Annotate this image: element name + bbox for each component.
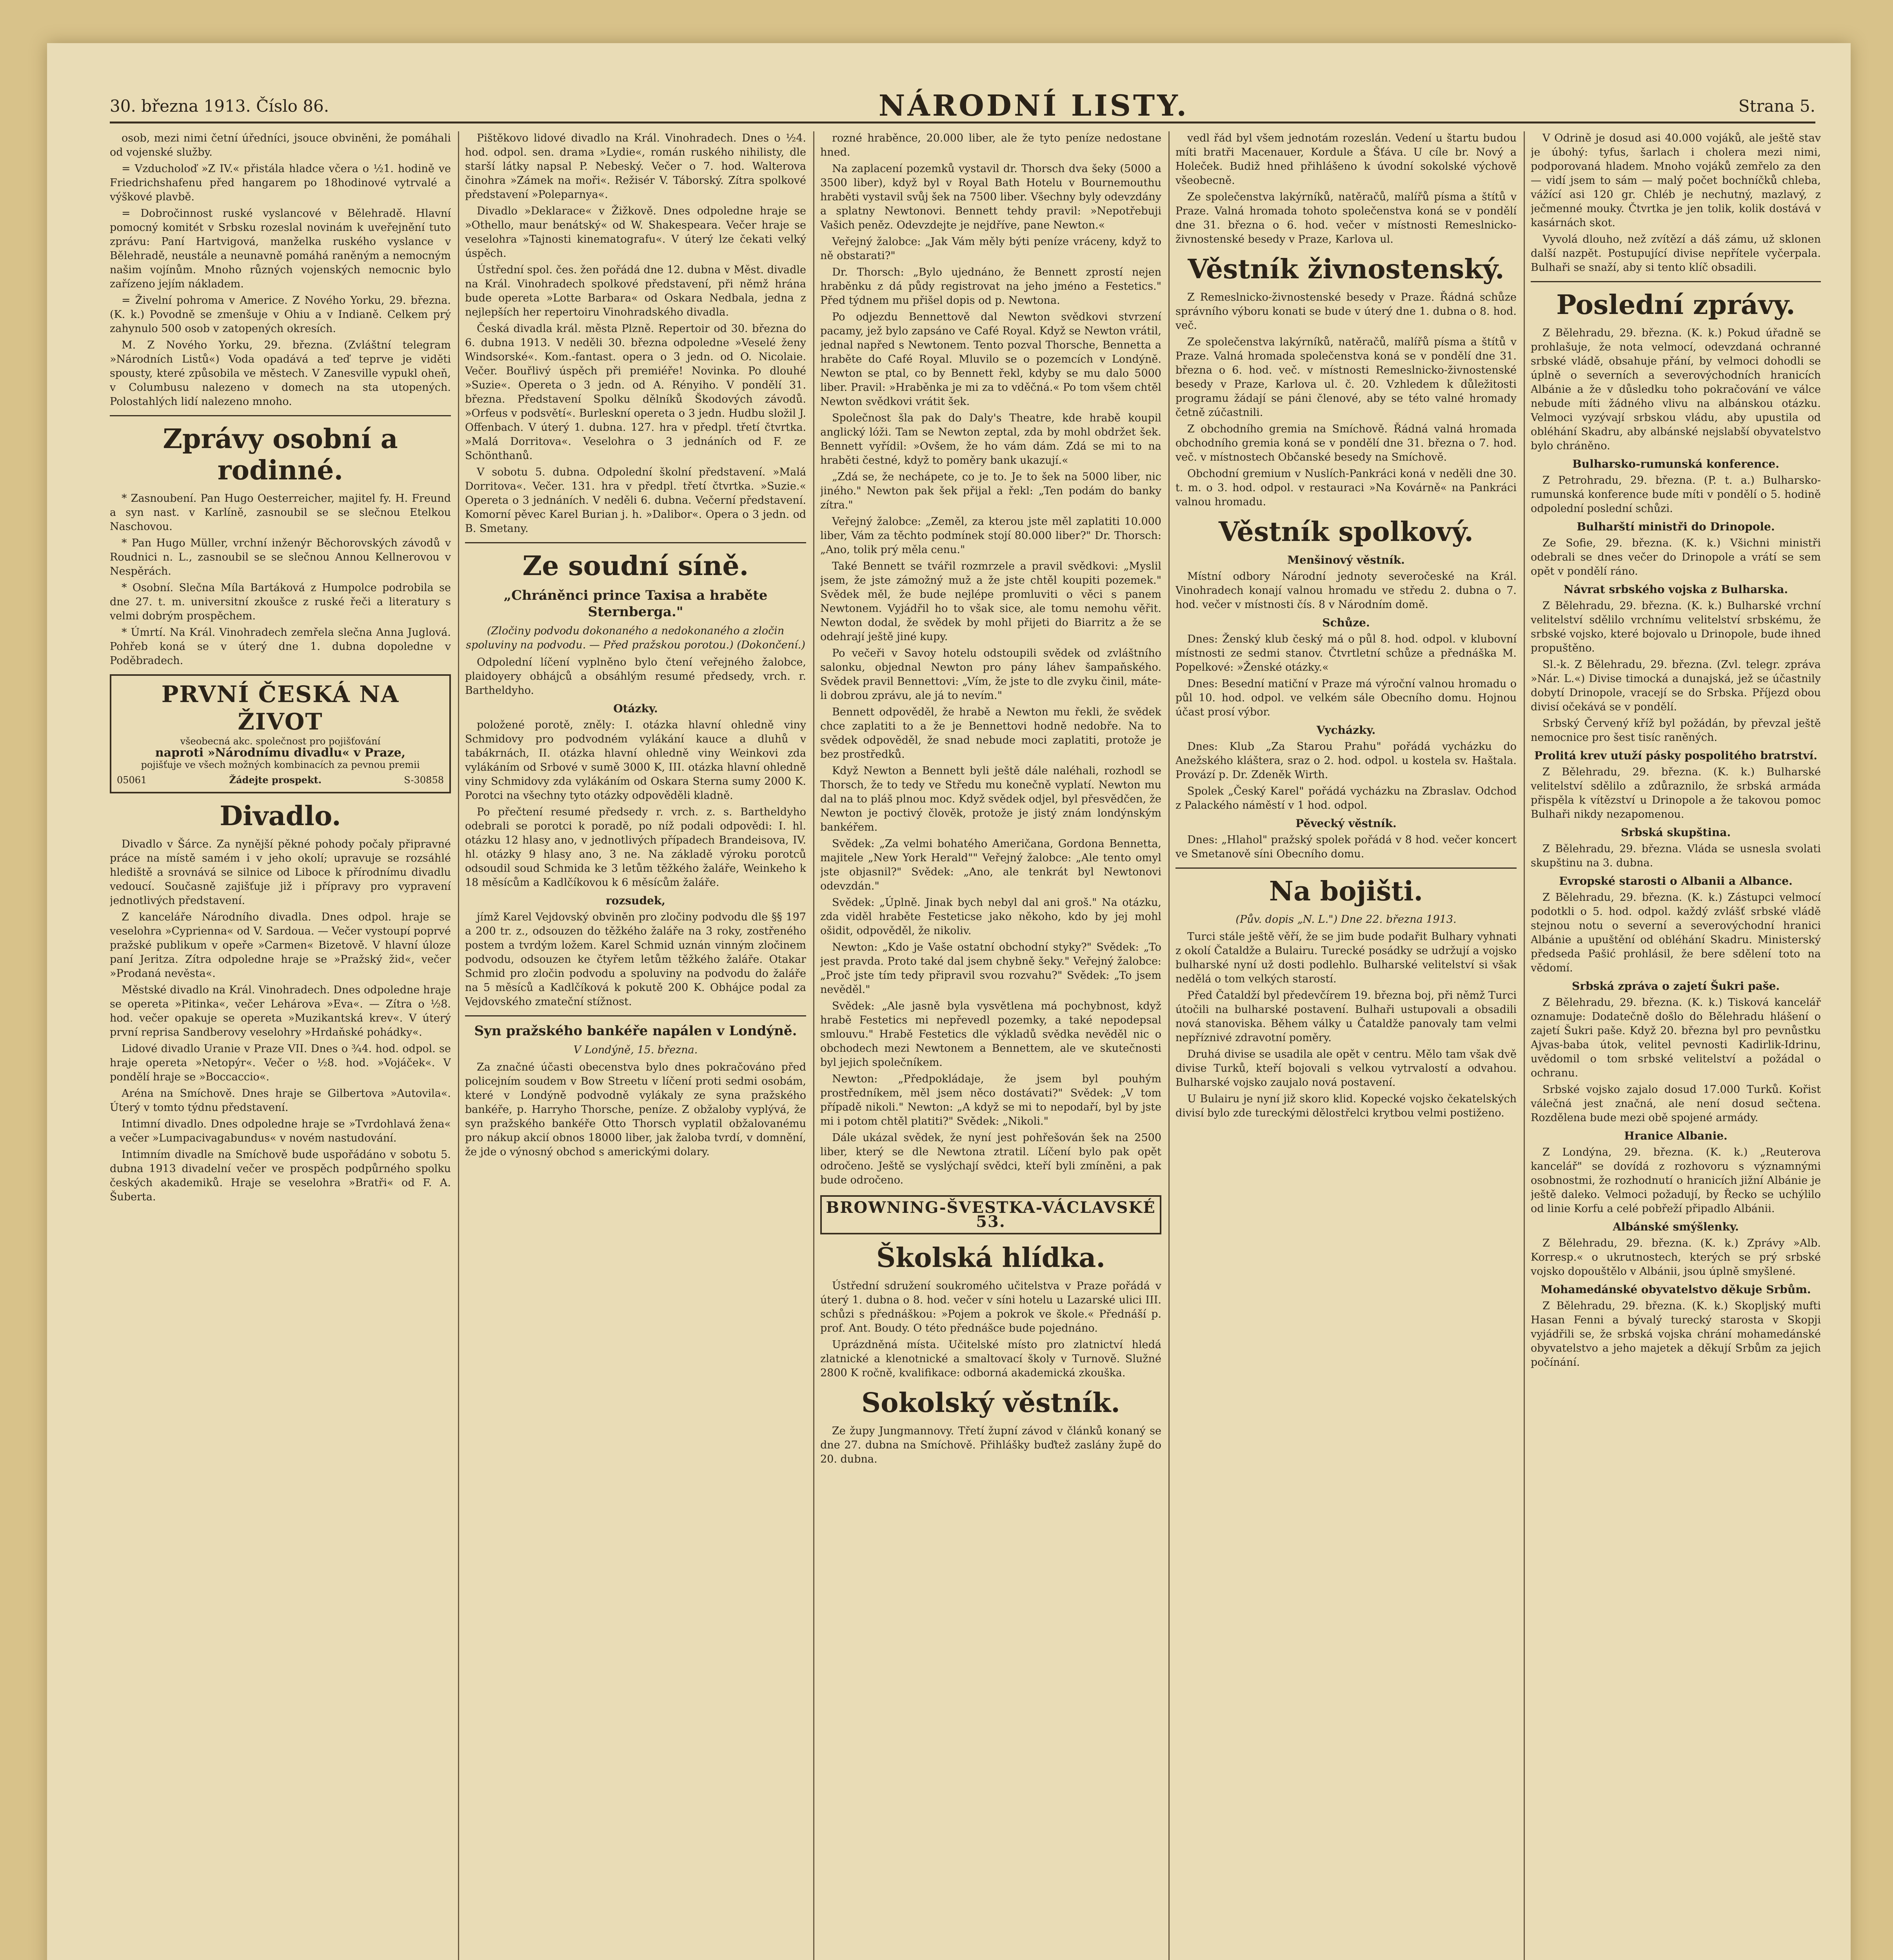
news-item: * Osobní. Slečna Míla Bartáková z Humpolce podrobila se dne 27. t. m. universitní zkoušce z ruské řeči a literatury s velmi dobrým prospěchem. xyxy=(110,582,451,622)
news-item: Ústřední sdružení soukromého učitelstva v Praze pořádá v úterý 1. dubna o 8. hod. večer v síni hotelu u Lazarské ulici III. schůzi s přednáškou: »Pojem a pokrok ve škole.« Přednáší p. prof. Ant. Boudy. O této přednášce bude pojednáno. xyxy=(820,1280,1161,1334)
masthead xyxy=(110,90,1815,123)
news-item: Z obchodního gremia na Smíchově. Řádná valná hromada obchodního gremia koná se v pondělí dne 31. března o 7. hod. več. v místnostech Občanské besedy na Smíchově. xyxy=(1175,423,1517,463)
article-text: Také Bennett se tvářil rozmrzele a pravil svědkovi: „Myslil jsem, že jste zámožný muž a že jste chtěl koupiti pozemek." Svědek měl, že bude nejlépe promluviti o věci s panem Newtonem. Vyjádřil ho to však sice, ale tomu nemohu věřit. Newton dodal, že svědek by mohl přijeti do Biarritz a že se odehrají ještě jiné kupy. xyxy=(820,560,1161,643)
column-3 xyxy=(820,131,1161,1960)
ad-description: pojišťuje ve všech možných kombinacích za pevnou premii xyxy=(141,759,420,770)
subheading-questions: Otázky. xyxy=(613,702,658,715)
subheading-meetings: Schůze. xyxy=(1322,616,1370,629)
news-item: Z Bělehradu, 29. března. (K. k.) Pokud úřadně se prohlašuje, že nota velmocí, odevzdaná ochranné srbské vládě, obsahuje přání, by velmoci dohodli se úplně o severních a severovýchodních hranicích Albánie a že v důsledku toho pokračování ve válce nebude míti žádného vlivu na albánskou otázku. Velmoci vyzývají srbskou vládu, aby upustila od obléhání Skadru, aby albánské nejslabší obyvatelstvo bylo chráněno. xyxy=(1531,327,1821,452)
article-text: jímž Karel Vejdovský obviněn pro zločiny podvodu dle §§ 197 a 200 tr. z., odsouzen do těžkého žaláře na 3 roky, zostřeného postem a tvrdým ložem. Karel Schmid uznán vinným zločinem podvodu, odsouzen ke čtyřem letům těžkého žaláře. Otakar Schmid pro zločin podvodu a spoluviny na podvodu do žaláře na 5 měsíců a Kadlčíková k pokutě 200 K. Obhájce podal za Vejdovského zmateční stížnost. xyxy=(465,911,806,1008)
subheading-skupstina: Srbská skupština. xyxy=(1620,826,1731,839)
article-text: Bennett odpověděl, že hrabě a Newton mu řekli, že svědek chce zaplatiti to a že je Bennettovi hodně nedobře. Na to svědek odpověděl, že snad nebude moci zaplatiti, protože je bez prostředků. xyxy=(820,706,1161,760)
column-1 xyxy=(110,131,451,1960)
section-heading-personal: Zprávy osobní a rodinné. xyxy=(163,423,398,486)
column-4 xyxy=(1175,131,1517,1960)
section-heading-latest-news: Poslední zprávy. xyxy=(1556,289,1795,321)
subheading-rumanian-conference: Bulharsko-rumunská konference. xyxy=(1572,457,1779,470)
article-text: Vyvolá dlouho, než zvítězí a dáš zámu, už sklonen další nazpět. Postupující divise nepřítele vyčerpala. Bulhaři se snaží, aby si tento klíč obsadili. xyxy=(1531,233,1821,274)
section-heading-clubs: Věstník spolkový. xyxy=(1219,516,1473,548)
section-heading-war: Na bojišti. xyxy=(1269,876,1423,907)
news-item: Ze župy Jungmannovy. Třetí župní závod v článků konaný se dne 27. dubna na Smíchově. Přihlášky buďtež zaslány župě do 20. dubna. xyxy=(820,1425,1161,1465)
news-item: Dnes: Besední matiční v Praze má výroční valnou hromadu o půl 10. hod. odpol. ve velkém sále Obecního domu. Hojnou účast prosí výbor. xyxy=(1175,678,1517,718)
section-heading-court: Ze soudní síně. xyxy=(522,550,749,582)
divider xyxy=(1531,281,1821,282)
column-rule xyxy=(1168,131,1170,1960)
article-text: položené porotě, zněly: I. otázka hlavní ohledně viny Schmidovy pro podvodném vylákání kauce a dluhů v tabákrnách, II. otázka hlavní ohledně viny Weinkovi zda vylákáním od Srbové v sumě 3000 K, III. otázka hlavní ohledně viny Schmidovy zda vylákáním od Oskara Sterna sumy 2000 K. Porotci na všechny tyto otázky odpověděli kladně. xyxy=(465,719,806,802)
news-item: Intimním divadle na Smíchově bude uspořádáno v sobotu 5. dubna 1913 divadelní večer ve prospěch podpůrného spolku českých akademiků. Hraje se veselohra »Bratři« od F. A. Šuberta. xyxy=(110,1149,451,1203)
subheading-trips: Vycházky. xyxy=(1316,724,1376,737)
divider xyxy=(1175,867,1517,869)
column-rule xyxy=(1524,131,1525,1960)
news-item: Z Bělehradu, 29. března. (K. k.) Zprávy »Alb. Korresp.« o ukrutnostech, kterých se prý srbské vojsko dopouštělo v Albánii, jsou úplně smyšlené. xyxy=(1531,1237,1821,1278)
article-text: Před Čataldží byl předevčírem 19. března boj, při němž Turci útočili na bulharské postavení. Bulhaři ustupovali a obsadili nová stanoviska. Během války u Čataldže panovaly tam velmi nepříznivé zdravotní poměry. xyxy=(1175,989,1517,1044)
article-text: rozné hraběnce, 20.000 liber, ale že tyto peníze nedostane hned. xyxy=(820,132,1161,158)
divider xyxy=(465,1015,806,1016)
article-text: Svědek: „Úplně. Jinak bych nebyl dal ani groš." Na otázku, zda viděl hraběte Festeticse jako někoho, kdo by jej mohl ošidit, odpověděl, že nikoliv. xyxy=(820,897,1161,937)
newspaper-page xyxy=(47,43,1851,1960)
ad-subheadline: všeobecná akc. společnost pro pojišťování xyxy=(180,736,381,747)
article-text: Turci stále ještě věří, že se jim bude podařit Bulhary vyhnati z okolí Čataldže a Bulairu. Turecké posádky se udržují a vojsko bulharské nyní už dosti podlehlo. Bulharské velitelství si však nedělá o tom velkých starostí. xyxy=(1175,931,1517,985)
article-text: V Odrině je dosud asi 40.000 vojáků, ale ještě stav je úbohý: tyfus, šarlach i cholera mezi nimi, podporovaná hladem. Mnoho vojáků zemřelo za den — vidí jsem to sám — malý počet bochníčků chleba, vážící asi 120 gr. Chléb je nechutný, mazlavý, z ječmenné mouky. Čtvrtka je jen tolik, kolik dostává v kasárnách skot. xyxy=(1531,132,1821,229)
section-heading-trade: Věstník živnostenský. xyxy=(1188,254,1504,285)
article-dateline: (Pův. dopis „N. L.") Dne 22. března 1913. xyxy=(1235,913,1457,926)
news-item: Sl.-k. Z Bělehradu, 29. března. (Zvl. telegr. zpráva »Nár. L.«) Divise timocká a dunajská, jež se účastnily dobytí Drinopole, vracejí se do Srbska. Příjezd obou divisí očekává se v pondělí. xyxy=(1531,659,1821,713)
article-text: Dr. Thorsch: „Bylo ujednáno, že Bennett zprostí nejen hraběnku z dá půdy registrovat na jeho jméno a Festetics." Před týdnem mu přišel dopis od p. Newtona. xyxy=(820,266,1161,307)
news-item: Srbský Červený kříž byl požádán, by převzal ještě nemocnice pro šest tisíc raněných. xyxy=(1531,717,1821,744)
article-text: Na zaplacení pozemků vystavil dr. Thorsch dva šeky (5000 a 3500 liber), když byl v Royal Bath Hotelu v Bournemouthu hraběti vystavil svůj šek na 7500 liber. Všechny byly odevzdány a splatny Newtonovi. Bennett tehdy pravil: »Nepotřebuji Vašich peněz. Odevzdejte je nejdříve, pane Newton.« xyxy=(820,163,1161,231)
subheading-singers: Pěvecký věstník. xyxy=(1295,817,1397,830)
news-item: Srbské vojsko zajalo dosud 17.000 Turků. Kořist válečná jest značná, ale není dosud sečtena. Rozdělena bude mezi obě spojené armády. xyxy=(1531,1083,1821,1124)
news-item: Česká divadla král. města Plzně. Repertoir od 30. března do 6. dubna 1913. V neděli 30. března odpoledne »Veselé ženy Windsorské«. Kom.-fantast. opera o 3 jedn. od O. Nicolaie. Večer. Bouřlivý úspěch při premiéře! Novinka. Po dlouhé »Suzie«. Opereta o 3 jedn. od A. Rényiho. V pondělí 31. března. Představení Spolku dělníků Škodových závodů. »Orfeus v podsvětí«. Burleskní opereta o 3 jedn. Hudbu složil J. Offenbach. V úterý 1. dubna. 127. hra v předpl. třetí čtvrtka. »Malá Dorritova«. Veselohra o 3 jednáních od F. ze Schönthanů. xyxy=(465,323,806,462)
news-item: = Vzducholoď »Z IV.« přistála hladce včera o ½1. hodině ve Friedrichshafenu před hangarem po 18hodinové vytrvalé a výškové plavbě. xyxy=(110,163,451,203)
divider xyxy=(110,415,451,416)
article-text: Když Newton a Bennett byli ještě dále naléhali, rozhodl se Thorsch, že to tedy ve Středu mu konečně vyplatí. Newton mu dal na to pláš plnou moc. Když svědek odjel, byl přesvědčen, že Newton je poctivý člověk, protože je jistý znám londýnským bankéřem. xyxy=(820,765,1161,833)
news-item: * Úmrtí. Na Král. Vinohradech zemřela slečna Anna Juglová. Pohřeb koná se v úterý dne 1. dubna dopoledne v Poděbradech. xyxy=(110,626,451,667)
news-item: Dnes: Ženský klub český má o půl 8. hod. odpol. v klubovní místnosti ze sedmi stanov. Čtvrtletní schůze a přednáška M. Popelkové: »Ženské otázky.« xyxy=(1175,633,1517,673)
subheading-return: Návrat srbského vojska z Bulharska. xyxy=(1563,583,1788,596)
news-item: Obchodní gremium v Nuslích-Pankráci koná v neděli dne 30. t. m. o 3. hod. odpol. v restauraci »Na Kovárně« na Pankráci valnou hromadu. xyxy=(1175,468,1517,508)
news-item: M. Z Nového Yorku, 29. března. (Zvláštní telegram »Národních Listů«) Voda opadává a teď teprve je viděti spousty, které způsobila ve městech. V Zanesville vypukl oheň, v Columbusu nalezeno v domech na sta utopených. Polostahlých lidí nalezeno mnoho. xyxy=(110,339,451,408)
subheading-minority: Menšinový věstník. xyxy=(1287,554,1405,566)
ad-code-left: 05061 xyxy=(117,775,147,786)
article-headline-son: Syn pražského bankéře napálen v Londýně. xyxy=(474,1023,797,1039)
subheading-sympathy: Albánské smýšlenky. xyxy=(1613,1220,1739,1233)
article-text: Newton: „Předpokládaje, že jsem byl pouhým prostředníkem, měl jsem něco dostávati?" Svědek: „V tom případě nikoli." Newton: „A když se mi to nepodaří, byl by jste mi i potom chtěl platiti?" Svědek: „Nikoli." xyxy=(820,1073,1161,1127)
news-item: Aréna na Smíchově. Dnes hraje se Gilbertova »Autovila«. Úterý v tomto týdnu představení. xyxy=(110,1087,451,1114)
subheading-borders: Hranice Albanie. xyxy=(1624,1129,1728,1142)
article-text: Veřejný žalobce: „Jak Vám měly býti peníze vráceny, když to ně obstarati?" xyxy=(820,236,1161,262)
column-2 xyxy=(465,131,806,1960)
news-item: Dnes: „Hlahol" pražský spolek pořádá v 8 hod. večer koncert ve Smetanově síni Obecního domu. xyxy=(1175,834,1517,860)
ad-footer xyxy=(117,773,444,787)
news-item: Ústřední spol. čes. žen pořádá dne 12. dubna v Měst. divadle na Král. Vinohradech spolkové představení, při němž hrána bude opereta »Lotte Barbara« od Oskara Nedbala, jedna z nejlepších her repertoiru Vinohradského divadla. xyxy=(465,264,806,318)
insurance-advertisement xyxy=(110,674,451,793)
divider xyxy=(465,542,806,543)
section-heading-theatre: Divadlo. xyxy=(220,800,341,832)
column-rule xyxy=(458,131,459,1960)
news-item: Z Bělehradu, 29. března. (K. k.) Bulharské vrchní velitelství sdělilo vrchnímu velitelství srbskému, že srbské vojsko, které bojovalo u Drinopole, bude ihned propuštěno. xyxy=(1531,600,1821,654)
news-item: Z Bělehradu, 29. března. (K. k.) Bulharské velitelství sdělilo a zdůraznilo, že srbská armáda přispěla k vítězství u Drinopole a že takovou pomoc Bulhaři nikdy nezapomenou. xyxy=(1531,766,1821,820)
ad-cta: Žádejte prospekt. xyxy=(229,774,322,786)
article-headline-case: „Chráněnci prince Taxisa a hraběte Sternberga." xyxy=(503,588,768,620)
news-item: Dnes: Klub „Za Starou Prahu" pořádá vycházku do Anežského kláštera, sraz o 2. hod. odpol. u kostela sv. Haštala. Provází p. Dr. Zdeněk Wirth. xyxy=(1175,740,1517,781)
news-item: Intimní divadlo. Dnes odpoledne hraje se »Tvrdohlavá žena« a večer »Lumpacivagabundus« v novém nastudování. xyxy=(110,1118,451,1144)
page-number: Strana 5. xyxy=(1738,96,1815,116)
news-item: Z kanceláře Národního divadla. Dnes odpol. hraje se veselohra »Cyprienna« od V. Sardoua. — Večer vystoupí poprvé pražské publikum v opeře »Carmen« Bizetově. V hlavní úloze paní Jeritza. Zítra odpoledne hraje se »Pražský žid«, večer »Prodaná nevěsta«. xyxy=(110,911,451,980)
news-item: Uprázdněná místa. Učitelské místo pro zlatnictví hledá zlatnické a klenotnické a smaltovací školy v Turnově. Služné 2800 K ročně, kvalifikace: odborná akademická zkouška. xyxy=(820,1339,1161,1379)
ad-code-right: S-30858 xyxy=(404,775,444,786)
section-heading-sokol: Sokolský věstník. xyxy=(861,1387,1120,1419)
news-item: Z Remeslnicko-živnostenské besedy v Praze. Řádná schůze správního výboru konati se bude v úterý dne 1. dubna o 8. hod. več. xyxy=(1175,291,1517,332)
news-item: * Zasnoubení. Pan Hugo Oesterreicher, majitel fy. H. Freund a syn nast. v Karlíně, zasnoubil se se slečnou Etelkou Naschovou. xyxy=(110,492,451,533)
article-text: Svědek: „Za velmi bohatého Američana, Gordona Bennetta, majitele „New York Herald"" Veřejný žalobce: „Ale tento omyl jste objasnil?" Svědek: „Ano, ale tenkrát byl Newtonovi odevzdán." xyxy=(820,838,1161,892)
news-item: Z Bělehradu, 29. března. Vláda se usnesla svolati skupštinu na 3. dubna. xyxy=(1531,843,1821,869)
article-text: Newton: „Kdo je Vaše ostatní obchodní styky?" Svědek: „To jest pravda. Proto také dal jsem chybně šeky." Veřejný žalobce: „Proč jste tím tedy připravil svou rozvahu?" Svědek: „To jsem nevěděl." xyxy=(820,941,1161,996)
ad-address: naproti »Národnímu divadlu« v Praze, xyxy=(155,746,406,760)
subheading-blood: Prolitá krev utuží pásky pospolitého bratrství. xyxy=(1534,749,1817,762)
news-item: = Dobročinnost ruské vyslancové v Bělehradě. Hlavní pomocný komitét v Srbsku rozeslal novinám k uveřejnění tuto zprávu: Paní Hartvigová, manželka ruského vyslance v Bělehradě, neustále a neunavně pomáhá raněným a nemocným našim vojínům. Mnoho různých vojenských nemocnic bylo zařízeno jejím nákladem. xyxy=(110,207,451,290)
news-item: Místní odbory Národní jednoty severočeské na Král. Vinohradech konají valnou hromadu ve středu 2. dubna o 7. hod. večer v místnosti čís. 8 v Národním domě. xyxy=(1175,570,1517,611)
article-text: Svědek: „Ale jasně byla vysvětlena má pochybnost, když hrabě Festetics mi nepřevedl pozemky, a také nepodepsal smlouvu." Hrabě Festetics dle výkladů svědka nevěděl nic o obchodech mezi Newtonem a Bennettem, ale ve skutečnosti byl jejich společníkem. xyxy=(820,1000,1161,1069)
article-text: Po večeři v Savoy hotelu odstoupili svědek od zvláštního salonku, objednal Newton pro pány láhev šampaňského. Svědek pravil Bennettovi: „Vím, že jste to dle zvyku činil, máte-li dobrou zprávu, ale já to nevím." xyxy=(820,647,1161,702)
news-item: Divadlo »Deklarace« v Žižkově. Dnes odpoledne hraje se »Othello, maur benátský« od W. Shakespeara. Večer hraje se veselohra »Tajnosti kinematografu«. V úterý lze čekati velký úspěch. xyxy=(465,205,806,260)
newspaper-title: NÁRODNÍ LISTY. xyxy=(878,89,1189,123)
section-heading-school: Školská hlídka. xyxy=(876,1242,1106,1274)
article-text: U Bulairu je nyní již skoro klid. Kopecké vojsko čekatelských divisí bylo zde tureckými dělostřelci krytbou velmi postiženo. xyxy=(1175,1093,1517,1119)
article-text: Odpolední líčení vyplněno bylo čtení veřejného žalobce, plaidoyery obhájců a obsáhlým resumé předsedy, vrch. r. Bartheldyho. xyxy=(465,656,806,697)
news-item: Z Bělehradu, 29. března. (K. k.) Zástupci velmocí podotkli o 5. hod. odpol. každý zvlášť srbské vládě stejnou notu o severní a severovýchodní hranici Albánie a upuštění od obléhání Skadru. Ministerský předseda Pašić prohlásil, že bere sdělení toto na vědomí. xyxy=(1531,891,1821,974)
news-item: Z Bělehradu, 29. března. (K. k.) Skopljský mufti Hasan Fenni a bývalý turecký starosta v Skopji vyjádřili se, že srbská vojska chrání mohamedánské obyvatelstvo a jeho majetek a děkují Srbům za jejich počínání. xyxy=(1531,1300,1821,1368)
news-item: Lidové divadlo Uranie v Praze VII. Dnes o ¾4. hod. odpol. se hraje opereta »Netopýr«. Večer o ½8. hod. »Vojáček«. V pondělí hraje se »Boccaccio«. xyxy=(110,1043,451,1083)
news-item: Ze společenstva lakýrníků, natěračů, malířů písma a štítů v Praze. Valná hromada tohoto společenstva koná se v pondělí dne 31. března o 6. hod. večer v místnosti Remeslnicko-živnostenské besedy v Praze, Karlova ul. xyxy=(1175,191,1517,245)
browning-advertisement: BROWNING-ŠVESTKA-VÁCLAVSKÉ 53. xyxy=(820,1195,1161,1234)
article-text: Po přečtení resumé předsedy r. vrch. z. s. Bartheldyho odebrali se porotci k poradě, po níž podali odpovědi: I. hl. otázku 12 hlasy ano, v jednotlivých případech Brandeisova, IV. hl. otázky 9 hlasy ano, 3 ne. Na základě výroku porotců odsoudil soud Schmida ke 3 letům těžkého žaláře, Weinkeho k 18 měsícům a Kadlčíkovou k 6 měsícům žaláře. xyxy=(465,806,806,889)
news-item: Městské divadlo na Král. Vinohradech. Dnes odpoledne hraje se opereta »Pitinka«, večer Lehárova »Eva«. — Zítra o ½8. hod. večer opakuje se opereta »Muzikantská krev«. V úterý první reprisa Sandberovy veselohry »Hrdaňské pohádky«. xyxy=(110,984,451,1038)
subheading-verdict: rozsudek, xyxy=(606,894,665,907)
article-text: Dále ukázal svědek, že nyní jest pohřešován šek na 2500 liber, který se dle Newtona ztratil. Líčení bylo pak opět odročeno. Ještě se vyslýchají svědci, kteří byli zmíněni, a pak bude odročeno. xyxy=(820,1132,1161,1186)
news-item: Pištěkovo lidové divadlo na Král. Vinohradech. Dnes o ½4. hod. odpol. sen. drama »Lydie«, román ruského nihilisty, dle starší látky napsal P. Nebeský. Večer o 7. hod. Walterova činohra »Zámek na moři«. Režisér V. Táborský. Zítra spolkové představení »Poleparnya«. xyxy=(465,132,806,201)
article-text: Společnost šla pak do Daly's Theatre, kde hrabě koupil anglický lóži. Tam se Newton zeptal, zda by mohl obdržet šek. Bennett vyřídil: »Ovšem, že ho vám dám. Zdá se mi to na hraběti čestné, když to poměry bank ukazují.« xyxy=(820,412,1161,466)
article-text: Veřejný žalobce: „Zeměl, za kterou jste měl zaplatiti 10.000 liber, Vám za těchto podmínek stojí 80.000 liber?" Dr. Thorsch: „Ano, tolik prý měla cenu." xyxy=(820,515,1161,556)
subheading-muslims: Mohamedánské obyvatelstvo děkuje Srbům. xyxy=(1541,1283,1811,1296)
news-item: Ze společenstva lakýrníků, natěračů, malířů písma a štítů v Praze. Valná hromada společenstva koná se v pondělí dne 31. března o 6. hod. več. v místnosti Remeslnicko-živnostenské besedy v Praze, Karlova ul. č. 20. Vzhledem k důležitosti programu žádají se páni členové, aby se této valné hromady četně zúčastnili. xyxy=(1175,336,1517,419)
ad-headline: PRVNÍ ČESKÁ NA ŽIVOT xyxy=(161,681,400,735)
issue-date: 30. března 1913. Číslo 86. xyxy=(110,96,329,116)
news-item: Z Bělehradu, 29. března. (K. k.) Tisková kancelář oznamuje: Dodatečně došlo do Bělehradu hlášení o zajetí Šukri paše. Když 20. března byl pro pevnůstku Ajvas-baba útok, velitel pevnosti Kadirlik-Idrinu, uvědomil o tom srbské velitelství a požádal o ochranu. xyxy=(1531,996,1821,1079)
news-item: Divadlo v Šárce. Za nynější pěkné pohody počaly připravné práce na místě samém i v jeho okolí; upravuje se rozsáhlé hlediště a srovnává se silnice od Liboce k přírodnímu divadlu vedoucí. Současně zajišťuje již i přípravy pro vypravení jednotlivých představení. xyxy=(110,838,451,907)
article-text: osob, mezi nimi četní úředníci, jsouce obviněni, že pomáhali od vojenské služby. xyxy=(110,132,451,158)
article-text: Po odjezdu Bennettově dal Newton svědkovi stvrzení pacamy, jež bylo zapsáno ve Café Royal. Když se Newton vrátil, jednal napřed s Newtonem. Tento pozval Thorsche, Bennetta a hraběte do Café Royal. Mluvilo se o pozemcích v Londýně. Newton se ptal, co by Bennett řekl, kdyby se mu dalo 5000 liber. Pravil: »Hraběnka je mi za to vděčná.« Po tom všem chtěl Newton svědkovi vrátit šek. xyxy=(820,311,1161,408)
article-text: „Zdá se, že nechápete, co je to. Je to šek na 5000 liber, nic jiného." Newton pak šek přijal a řekl: „Ten podám do banky zítra." xyxy=(820,471,1161,511)
news-item: Spolek „Český Karel" pořádá vycházku na Zbraslav. Odchod z Palackého náměstí v 1 hod. odpol. xyxy=(1175,785,1517,811)
column-rule xyxy=(813,131,814,1960)
subheading-sukri: Srbská zpráva o zajetí Šukri paše. xyxy=(1571,980,1780,993)
article-text: Za značné účasti obecenstva bylo dnes pokračováno před policejním soudem v Bow Streetu v líčení proti sedmi osobám, které v Londýně podvodně vylákaly ze syna pražského bankéře, p. Harryho Thorsche, peníze. Z obžaloby vyplývá, že syn pražského bankéře Otto Thorsch vyplatil obžalovanému pro nákup akcií obnos 18000 liber, jak žaloba tvrdí, v domnění, že jde o výnosný obchod s americkými dolary. xyxy=(465,1061,806,1158)
news-item: Z Petrohradu, 29. března. (P. t. a.) Bulharsko-rumunská konference bude míti v pondělí o 5. hodině odpolední poslední schůzi. xyxy=(1531,474,1821,515)
news-item: vedl řád byl všem jednotám rozeslán. Vedení u štartu budou míti bratři Macenauer, Kordule a Šťáva. U cíle br. Nový a Holeček. Budiž hned přihlášeno k úvodní sokolské výchově všeobecně. xyxy=(1175,132,1517,187)
article-subtitle: (Zločiny podvodu dokonaného a nedokonaného a zločin spoluviny na podvodu. — Před pražskou porotou.) (Dokončení.) xyxy=(466,625,805,651)
news-item: Z Londýna, 29. března. (K. k.) „Reuterova kancelář" se dovídá z rozhovoru s významnými osobnostmi, že rozhodnutí o hranicích jižní Albánie je ještě daleko. Velmoci požadují, by Řecko se uchýlilo od linie Korfu a celé pobřeží připadlo Albánii. xyxy=(1531,1146,1821,1215)
subheading-ministers: Bulharští ministři do Drinopole. xyxy=(1577,520,1775,533)
article-text: Druhá divise se usadila ale opět v centru. Mělo tam však dvě divise Turků, kteří bojovali s velkou vytrvalostí a odvahou. Bulharské vojsko zaujalo nová postavení. xyxy=(1175,1048,1517,1089)
article-dateline: V Londýně, 15. března. xyxy=(573,1044,698,1056)
news-item: = Živelní pohroma v Americe. Z Nového Yorku, 29. března. (K. k.) Povodně se zmenšuje v Ohiu a v Indianě. Celkem prý zahynulo 500 osob v zatopených okresích. xyxy=(110,294,451,335)
news-item: * Pan Hugo Müller, vrchní inženýr Běchorovských závodů v Roudnici n. L., zasnoubil se se slečnou Annou Kellnerovou v Nespěrách. xyxy=(110,537,451,577)
subheading-europe: Evropské starosti o Albanii a Albance. xyxy=(1559,875,1793,887)
news-item: V sobotu 5. dubna. Odpolední školní představení. »Malá Dorritova«. Večer. 131. hra v předpl. třetí čtvrtka. »Suzie.« Opereta o 3 jednáních. V neděli 6. dubna. Večerní představení. Komorní pěvec Karel Burian j. h. »Dalibor«. Opera o 3 jedn. od B. Smetany. xyxy=(465,466,806,535)
news-item: Ze Sofie, 29. března. (K. k.) Všichni ministři odebrali se dnes večer do Drinopole a vrátí se sem opět v pondělí ráno. xyxy=(1531,537,1821,577)
column-5 xyxy=(1531,131,1821,1960)
